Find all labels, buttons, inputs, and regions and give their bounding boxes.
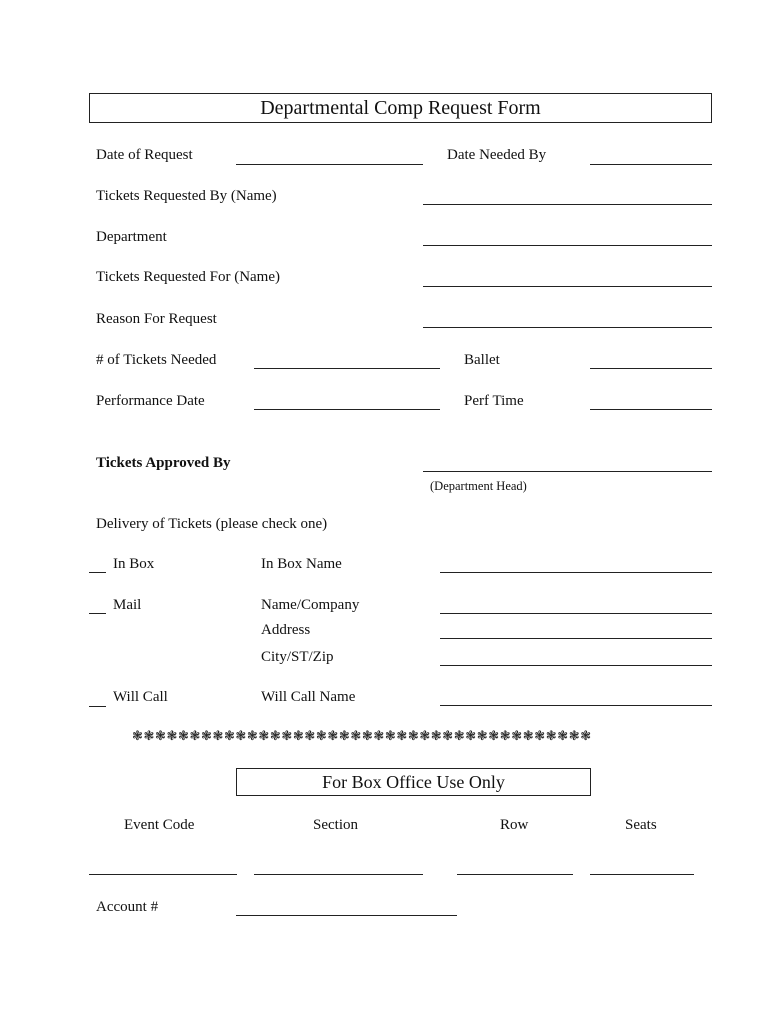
box-office-title: For Box Office Use Only: [236, 768, 591, 796]
in-box-name-field[interactable]: [440, 572, 712, 573]
department-head-caption: (Department Head): [430, 479, 527, 493]
performance-date-field[interactable]: [254, 409, 440, 410]
city-st-zip-label: City/ST/Zip: [261, 649, 334, 665]
will-call-checkbox[interactable]: [89, 706, 106, 707]
reason-for-request-label: Reason For Request: [96, 311, 217, 327]
num-tickets-needed-label: # of Tickets Needed: [96, 352, 217, 368]
flower-divider: ❃❃❃❃❃❃❃❃❃❃❃❃❃❃❃❃❃❃❃❃❃❃❃❃❃❃❃❃❃❃❃❃❃❃❃❃❃❃❃❃: [132, 729, 592, 744]
mail-label: Mail: [113, 597, 142, 613]
tickets-requested-by-field[interactable]: [423, 204, 712, 205]
department-field[interactable]: [423, 245, 712, 246]
section-header: Section: [313, 817, 358, 833]
will-call-name-label: Will Call Name: [261, 689, 356, 705]
account-label: Account #: [96, 899, 159, 915]
address-field[interactable]: [440, 638, 712, 639]
name-company-label: Name/Company: [261, 597, 360, 613]
reason-for-request-field[interactable]: [423, 327, 712, 328]
num-tickets-needed-field[interactable]: [254, 368, 440, 369]
in-box-checkbox[interactable]: [89, 572, 106, 573]
seats-header: Seats: [625, 817, 657, 833]
tickets-requested-for-label: Tickets Requested For (Name): [96, 269, 280, 285]
name-company-field[interactable]: [440, 613, 712, 614]
tickets-requested-for-field[interactable]: [423, 286, 712, 287]
row-header: Row: [500, 817, 529, 833]
row-field[interactable]: [457, 874, 573, 875]
seats-field[interactable]: [590, 874, 694, 875]
will-call-label: Will Call: [113, 689, 168, 705]
in-box-name-label: In Box Name: [261, 556, 342, 572]
mail-checkbox[interactable]: [89, 613, 106, 614]
event-code-field[interactable]: [89, 874, 237, 875]
will-call-name-field[interactable]: [440, 705, 712, 706]
event-code-header: Event Code: [124, 817, 195, 833]
date-of-request-label: Date of Request: [96, 147, 193, 163]
perf-time-label: Perf Time: [464, 393, 524, 409]
date-of-request-field[interactable]: [236, 164, 423, 165]
in-box-label: In Box: [113, 556, 155, 572]
form-title: Departmental Comp Request Form: [89, 93, 712, 123]
ballet-label: Ballet: [464, 352, 500, 368]
tickets-requested-by-label: Tickets Requested By (Name): [96, 188, 277, 204]
delivery-heading: Delivery of Tickets (please check one): [96, 516, 328, 532]
department-label: Department: [96, 229, 167, 245]
city-st-zip-field[interactable]: [440, 665, 712, 666]
date-needed-by-field[interactable]: [590, 164, 712, 165]
perf-time-field[interactable]: [590, 409, 712, 410]
section-field[interactable]: [254, 874, 423, 875]
ballet-field[interactable]: [590, 368, 712, 369]
date-needed-by-label: Date Needed By: [447, 147, 547, 163]
tickets-approved-by-field[interactable]: [423, 471, 712, 472]
address-label: Address: [261, 622, 311, 638]
account-field[interactable]: [236, 915, 457, 916]
tickets-approved-by-label: Tickets Approved By: [96, 455, 231, 471]
performance-date-label: Performance Date: [96, 393, 205, 409]
